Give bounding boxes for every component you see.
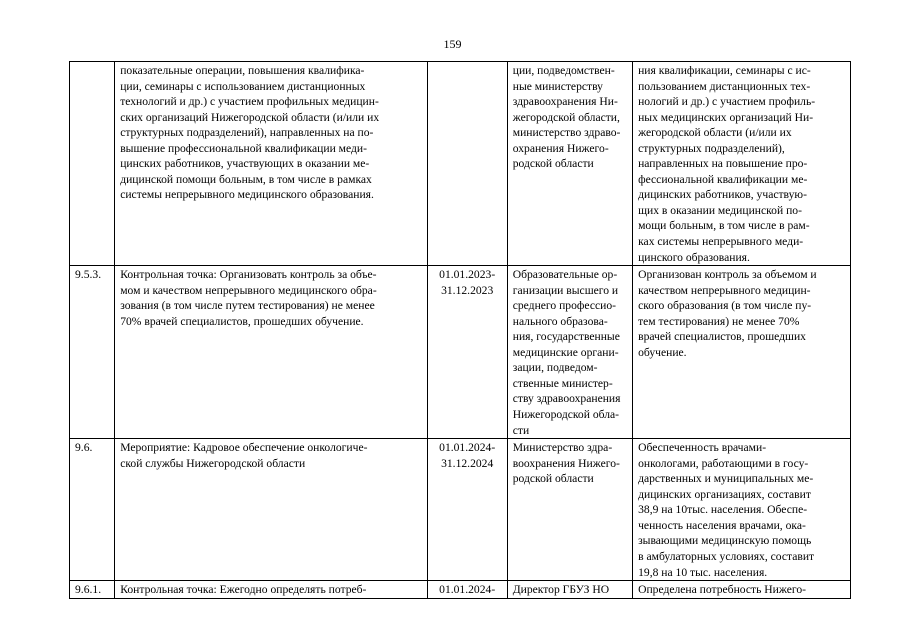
text-line: ского образования (в том числе пу-	[638, 299, 812, 313]
responsible-cell	[507, 439, 632, 581]
text-line: ству здравоохранения	[512, 392, 621, 406]
text-line: Определена потребность Нижего-	[638, 583, 806, 597]
text-line: 9.6.1.	[75, 583, 102, 597]
event-description-cell	[115, 581, 427, 599]
expected-result-cell	[633, 62, 851, 266]
text-line: 31.12.2023	[441, 283, 494, 297]
text-line: Нижегородской обла-	[512, 408, 620, 422]
text-line: Образовательные ор-	[512, 268, 618, 282]
text-line: фессиональной квалификации ме-	[638, 172, 808, 186]
text-line: родской области	[512, 472, 594, 486]
text-line: ции, семинары с использованием дистанционных	[120, 79, 366, 93]
text-line: нологий и др.) с участием профиль-	[638, 95, 816, 109]
text-line: 01.01.2023-	[439, 268, 496, 282]
responsible-cell	[507, 581, 632, 599]
text-line: зывающими медицинскую помощь	[638, 534, 812, 548]
text-line: зации, подведом-	[512, 361, 598, 375]
text-line: министерство здраво-	[512, 126, 621, 140]
table-row	[70, 439, 851, 581]
text-line: мощи больным, в том числе в рам-	[638, 219, 810, 233]
expected-result-cell	[633, 581, 851, 599]
text-line: 01.01.2024-	[439, 441, 496, 455]
text-line: технологий и др.) с участием профильных медицин-	[120, 95, 379, 109]
text-line: Организован контроль за объемом и	[638, 268, 817, 282]
text-line: Контрольная точка: Организовать контроль за объе-	[120, 268, 377, 282]
text-line: показательные операции, повышения квалифика-	[120, 64, 365, 77]
text-line: ния, государственные	[512, 330, 620, 344]
table-row	[70, 62, 851, 266]
text-line: ской службы Нижегородской области	[120, 456, 306, 470]
text-line: дицинских организациях, составит	[638, 487, 811, 501]
text-line: ганизации высшего и	[512, 283, 619, 297]
text-line: нального образова-	[512, 314, 608, 328]
text-line: щих в оказании медицинской по-	[638, 203, 802, 217]
text-line: вышение профессиональной квалификации меди-	[120, 141, 367, 155]
table-row	[70, 581, 851, 599]
text-line: ных медицинских организаций Ни-	[638, 110, 814, 124]
period-cell	[427, 581, 507, 599]
page-number: 159	[443, 37, 462, 51]
text-line: 38,9 на 10тыс. населения. Обеспе-	[638, 503, 808, 517]
text-line: структурных подразделений),	[638, 141, 785, 155]
period-cell	[427, 439, 507, 581]
text-line: дицинской помощи больным, в том числе в рамках	[120, 172, 372, 186]
period-cell	[427, 266, 507, 439]
text-line: 9.6.	[75, 441, 93, 455]
text-line: 70% врачей специалистов, прошедших обучение.	[120, 314, 364, 328]
text-line: Контрольная точка: Ежегодно определять потреб-	[120, 583, 367, 597]
responsible-cell	[507, 266, 632, 439]
text-line: дицинских работников, участвую-	[638, 188, 807, 202]
event-description-cell	[115, 439, 427, 581]
text-line: тем тестирования) не менее 70%	[638, 314, 800, 328]
text-line: жегородской области (и/или их	[638, 126, 792, 140]
table-row	[70, 266, 851, 439]
text-line: Мероприятие: Кадровое обеспечение онкологиче-	[120, 441, 368, 455]
text-line: 19,8 на 10 тыс. населения.	[638, 565, 768, 579]
text-line: ченность населения врачами, ока-	[638, 518, 806, 532]
expected-result-cell	[633, 266, 851, 439]
text-line: 01.01.2024-	[439, 583, 496, 597]
plan-table	[69, 61, 851, 599]
text-line: ции, подведомствен-	[512, 64, 615, 77]
text-line: здравоохранения Ни-	[512, 95, 618, 109]
text-line: системы непрерывного медицинского образования.	[120, 188, 374, 202]
text-line: качеством непрерывного медицин-	[638, 283, 811, 297]
text-line: ния квалификации, семинары с ис-	[638, 64, 811, 77]
text-line: Министерство здра-	[512, 441, 613, 455]
text-line: воохранения Нижего-	[512, 456, 620, 470]
text-line: врачей специалистов, прошедших	[638, 330, 806, 344]
event-description-cell	[115, 62, 427, 266]
responsible-cell	[507, 62, 632, 266]
item-number-cell	[70, 266, 115, 439]
text-line: онкологами, работающими в госу-	[638, 456, 809, 470]
event-description-cell	[115, 266, 427, 439]
item-number-cell	[70, 62, 115, 266]
text-line: мом и качеством непрерывного медицинского обра-	[120, 283, 377, 297]
text-line: родской области	[512, 157, 594, 171]
item-number-cell	[70, 439, 115, 581]
text-line: обучение.	[638, 345, 687, 359]
text-line: в амбулаторных условиях, составит	[638, 549, 815, 563]
text-line: дарственных и муниципальных ме-	[638, 472, 814, 486]
text-line: 9.5.3.	[75, 268, 102, 282]
text-line: Директор ГБУЗ НО	[512, 583, 610, 597]
text-line: цинского образования.	[638, 250, 750, 264]
text-line: направленных на повышение про-	[638, 157, 808, 171]
text-line: структурных подразделений), направленных на по-	[120, 126, 374, 140]
text-line: охранения Нижего-	[512, 141, 609, 155]
text-line: среднего профессио-	[512, 299, 616, 313]
text-line: 31.12.2024	[441, 456, 494, 470]
item-number-cell	[70, 581, 115, 599]
text-line: медицинские органи-	[512, 345, 619, 359]
text-line: цинских работников, участвующих в оказании ме-	[120, 157, 370, 171]
period-cell	[427, 62, 507, 266]
text-line: ских организаций Нижегородской области (и/или их	[120, 110, 380, 124]
text-line: пользованием дистанционных тех-	[638, 79, 811, 93]
text-line: зования (в том числе путем тестирования) не менее	[120, 299, 375, 313]
text-line: сти	[512, 423, 530, 437]
text-line: жегородской области,	[512, 110, 620, 124]
text-line: ках системы непрерывного меди-	[638, 235, 804, 249]
expected-result-cell	[633, 439, 851, 581]
text-line: ные министерству	[512, 79, 603, 93]
text-line: ственные министер-	[512, 376, 613, 390]
text-line: Обеспеченность врачами-	[638, 441, 767, 455]
